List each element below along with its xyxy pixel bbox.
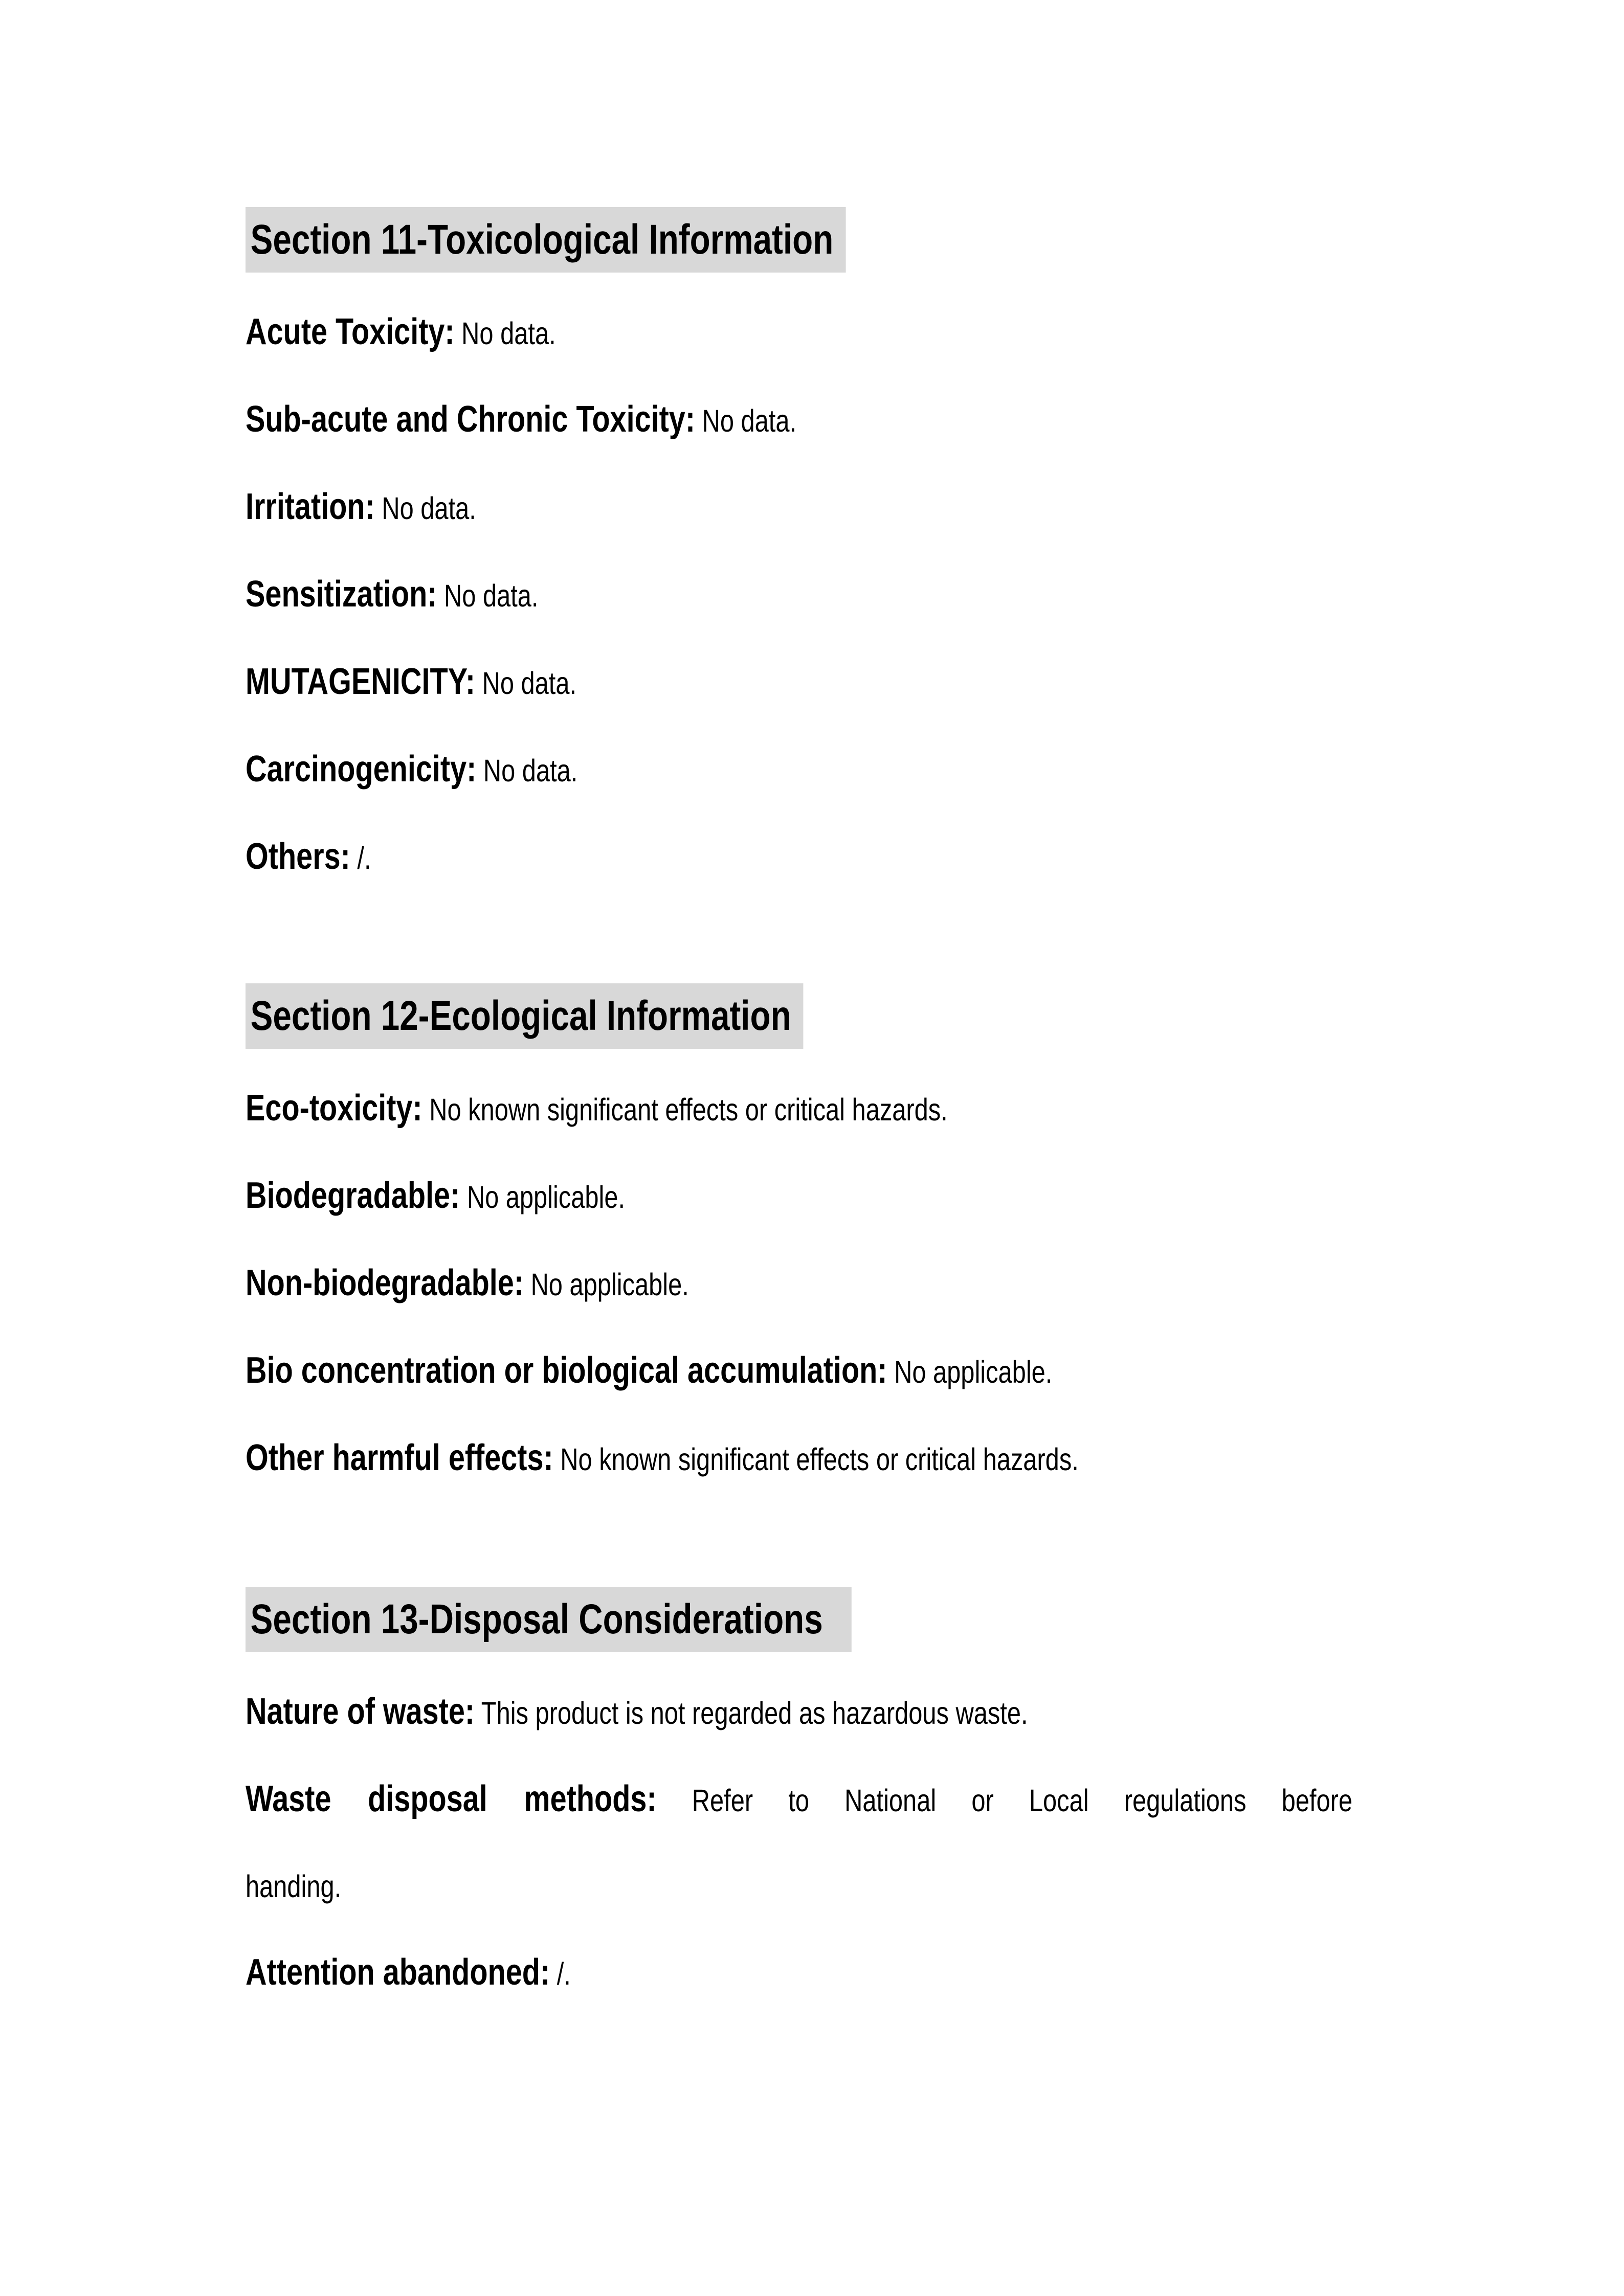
sensitization-row: [246, 551, 1152, 639]
biodegradable-row: [246, 1153, 1152, 1240]
eco-toxicity-value: No known significant effects or critical hazards.: [429, 1092, 948, 1127]
other-harmful-effects-label: Other harmful effects:: [246, 1437, 553, 1478]
subacute-chronic-toxicity-value: No data.: [702, 403, 797, 438]
others-label: Others:: [246, 836, 350, 877]
carcinogenicity-row: [246, 726, 1152, 814]
carcinogenicity-value: No data.: [483, 753, 578, 788]
waste-disposal-methods-label: Waste disposal methods:: [246, 1779, 657, 1819]
attention-abandoned-row: [246, 1929, 1152, 2017]
waste-disposal-methods-line1: [246, 1756, 1352, 1843]
attention-abandoned-label: Attention abandoned:: [246, 1952, 550, 1993]
waste-disposal-methods-row: [246, 1756, 1352, 1929]
mutagenicity-row: [246, 639, 1152, 726]
bio-concentration-label: Bio concentration or biological accumulation:: [246, 1350, 887, 1391]
section-11-header: [246, 207, 1378, 273]
bio-concentration-row: [246, 1327, 1152, 1415]
nature-of-waste-row: [246, 1669, 1152, 1756]
carcinogenicity-label: Carcinogenicity:: [246, 749, 477, 790]
acute-toxicity-row: [246, 289, 1152, 376]
acute-toxicity-value: No data.: [461, 316, 556, 351]
waste-disposal-methods-value-line2: handing.: [246, 1869, 342, 1904]
eco-toxicity-row: [246, 1065, 1152, 1153]
others-value: /.: [357, 841, 371, 875]
irritation-row: [246, 464, 1152, 551]
section-12-title: Section 12-Ecological Information: [246, 983, 804, 1049]
biodegradable-value: No applicable.: [466, 1180, 626, 1214]
sensitization-value: No data.: [444, 578, 539, 613]
section-11-title: Section 11-Toxicological Information: [246, 207, 846, 273]
attention-abandoned-value: /.: [557, 1956, 571, 1991]
subacute-chronic-toxicity-label: Sub-acute and Chronic Toxicity:: [246, 399, 696, 440]
bio-concentration-value: No applicable.: [894, 1355, 1053, 1389]
mutagenicity-label: MUTAGENICITY:: [246, 661, 476, 702]
nature-of-waste-label: Nature of waste:: [246, 1691, 475, 1732]
others-row: [246, 814, 1152, 901]
sensitization-label: Sensitization:: [246, 574, 437, 615]
mutagenicity-value: No data.: [482, 666, 577, 701]
waste-disposal-methods-value-line1: Refer to National or Local regulations before: [692, 1783, 1352, 1818]
section-13-header: [246, 1587, 1378, 1652]
section-13-title: Section 13-Disposal Considerations: [246, 1587, 852, 1652]
irritation-label: Irritation:: [246, 486, 375, 527]
acute-toxicity-label: Acute Toxicity:: [246, 311, 455, 352]
non-biodegradable-value: No applicable.: [530, 1267, 689, 1302]
section-12-header: [246, 983, 1378, 1049]
nature-of-waste-value: This product is not regarded as hazardous waste.: [481, 1696, 1028, 1730]
irritation-value: No data.: [382, 491, 476, 526]
other-harmful-effects-row: [246, 1415, 1152, 1502]
other-harmful-effects-value: No known significant effects or critical hazards.: [560, 1442, 1079, 1477]
eco-toxicity-label: Eco-toxicity:: [246, 1088, 422, 1129]
biodegradable-label: Biodegradable:: [246, 1175, 460, 1216]
subacute-chronic-toxicity-row: [246, 376, 1152, 464]
non-biodegradable-label: Non-biodegradable:: [246, 1263, 524, 1303]
non-biodegradable-row: [246, 1240, 1152, 1327]
